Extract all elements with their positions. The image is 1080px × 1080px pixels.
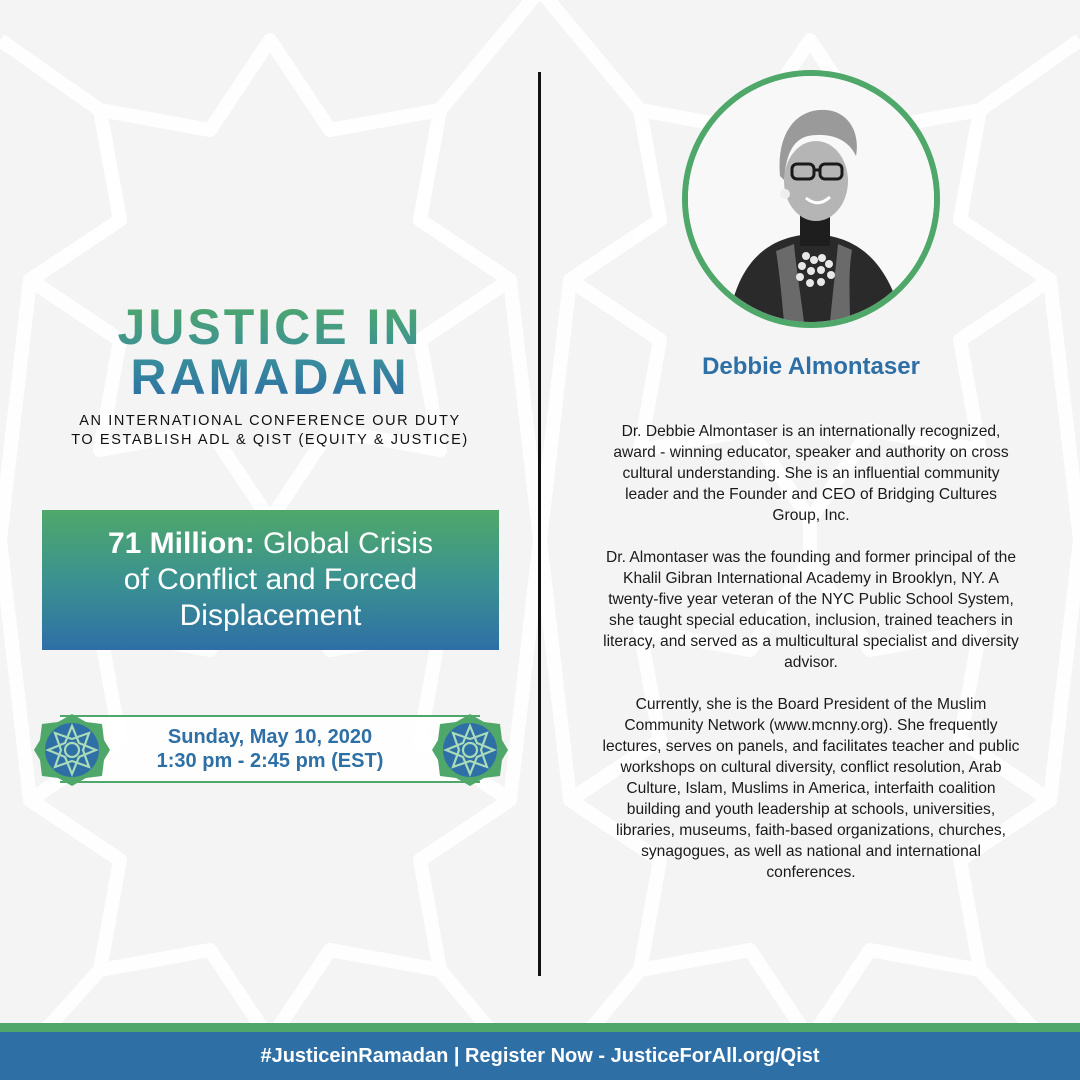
column-divider: [538, 72, 541, 976]
footer-stripe: [0, 1023, 1080, 1032]
speaker-portrait: [682, 70, 940, 328]
event-title-line2: RAMADAN: [130, 349, 410, 405]
event-title-line1: JUSTICE IN: [117, 299, 423, 355]
session-title-rest: Global Crisis: [254, 527, 434, 560]
portrait-illustration: [688, 76, 934, 322]
geometric-star-medallion-icon: [34, 712, 110, 788]
bio-paragraph: Currently, she is the Board President of the Muslim Community Network (www.mcnny.org). She frequently lectures, serves on panels, and facilitates teacher and public workshops on cultural diversity, conflict resolution, Arab Culture, Islam, Muslims in America, interfaith coalition building and youth leadership at schools, universities, libraries, museums, faith-based organizations, churches, synagogues, as well as national and international conferences.: [602, 696, 1020, 881]
event-subtitle: [40, 412, 500, 450]
speaker-bio: [600, 421, 1022, 904]
speaker-name: Debbie Almontaser: [702, 353, 920, 380]
session-time: 1:30 pm - 2:45 pm (EST): [156, 750, 384, 772]
session-title-line2: of Conflict and Forced: [123, 563, 418, 596]
event-subtitle-line2: TO ESTABLISH ADL & QIST (EQUITY & JUSTICE): [71, 432, 469, 448]
session-title-bold: 71 Million:: [107, 527, 255, 560]
event-title: [40, 299, 500, 405]
event-subtitle-line1: AN INTERNATIONAL CONFERENCE OUR DUTY: [79, 413, 461, 429]
session-date: Sunday, May 10, 2020: [167, 726, 373, 748]
footer-banner: #JusticeinRamadan | Register Now - JusticeForAll.org/Qist: [0, 1032, 1080, 1080]
session-title-box: [42, 510, 499, 650]
bio-paragraph: Dr. Almontaser was the founding and former principal of the Khalil Gibran International Academy in Brooklyn, NY. A twenty-five year veteran of the NYC Public School System, she taught special education, inclusion, trained teachers in literacy, and served as a multicultural specialist and diversity advisor.: [603, 549, 1019, 671]
bio-paragraph: Dr. Debbie Almontaser is an internationally recognized, award - winning educator, speaker and authority on cross cultural understanding. She is an influential community leader and the Founder and CEO of Bridging Cultures Group, Inc.: [613, 423, 1009, 524]
geometric-star-medallion-icon: [432, 712, 508, 788]
session-datetime: [100, 725, 440, 773]
session-title-line3: Displacement: [179, 599, 362, 632]
session-title-line1: [42, 526, 499, 562]
